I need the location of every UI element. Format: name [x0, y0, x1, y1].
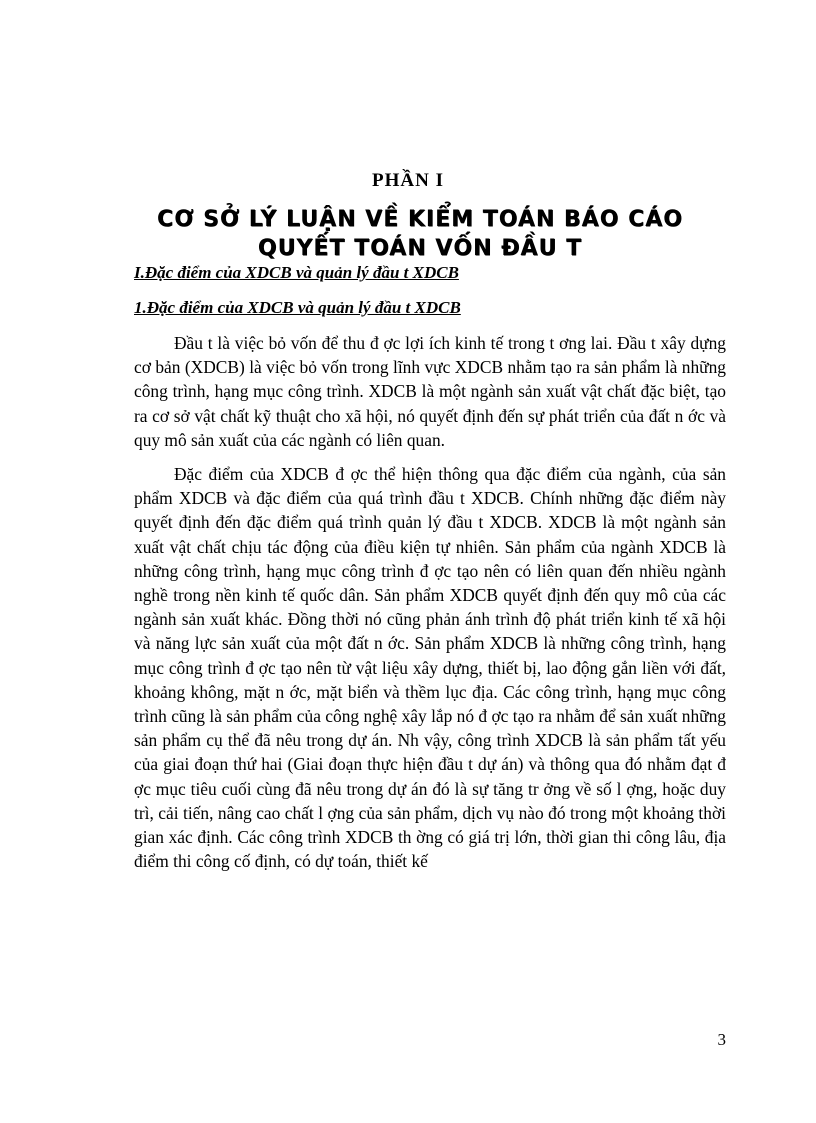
paragraph: Đầu t là việc bỏ vốn để thu đ ợc lợi ích kinh tế trong t ơng lai. Đầu t xây dựng cơ bản (XDCB) là việc bỏ vốn trong lĩnh vực XDCB nhằm tạo ra sản phẩm là những công trình, hạng mục công trình. XDCB là một ngành sản xuất vật chất đặc biệt, tạo ra cơ sở vật chất kỹ thuật cho xã hội, nó quyết định đến sự phát triển của đất n ớc và quy mô sản xuất của các ngành có liên quan. [134, 333, 726, 450]
paragraph: Đặc điểm của XDCB đ ợc thể hiện thông qua đặc điểm của ngành, của sản phẩm XDCB và đặc điểm của quá trình đầu t XDCB. Chính những đặc điểm này quyết định đến đặc điểm quá trình quản lý đầu t XDCB. XDCB là một ngành sản xuất vật chất chịu tác động của điều kiện tự nhiên. Sản phẩm của ngành XDCB là những công trình, hạng mục công trình đ ợc tạo nên có liên quan đến nhiều ngành nghề trong nền kinh tế quốc dân. Sản phẩm XDCB quyết định đến quy mô của các ngành sản xuất khác. Đồng thời nó cũng phản ánh trình độ phát triển kinh tế xã hội và năng lực sản xuất của một đất n ớc. Sản phẩm XDCB là những công trình, hạng mục công trình đ ợc tạo nên từ vật liệu xây dựng, thiết bị, lao động gắn liền với đất, khoảng không, mặt n ớc, mặt biển và thềm lục địa. Các công trình, hạng mục công trình cũng là sản phẩm của công nghệ xây lắp nó đ ợc tạo ra nhằm để sản xuất những sản phẩm cụ thể đã nêu trong dự án. Nh vậy, công trình XDCB là sản phẩm tất yếu của giai đoạn thứ hai (Giai đoạn thực hiện đầu t dự án) và thông qua đó nhằm đạt đ ợc mục tiêu cuối cùng đã nêu trong dự án đó là sự tăng tr ởng về số l ợng, hoặc duy trì, cải tiến, nâng cao chất l ợng của sản phẩm, dịch vụ nào đó trong một khoảng thời gian xác định. Các công trình XDCB th ờng có giá trị lớn, thời gian thi công lâu, địa điểm thi công cố định, có dự toán, thiết kế [134, 464, 726, 872]
chapter-title: CƠ SỞ LÝ LUẬN VỀ KIỂM TOÁN BÁO CÁO QUYẾT TOÁN VỐN ĐẦU T [157, 207, 683, 261]
part-label: PHẦN I [372, 170, 444, 191]
subsection-heading: 1.Đặc điểm của XDCB và quản lý đầu t XDCB [134, 298, 461, 317]
section-heading: I.Đặc điểm của XDCB và quản lý đầu t XDCB [134, 263, 459, 282]
body-text [134, 331, 726, 883]
page-number: 3 [717, 1030, 726, 1049]
